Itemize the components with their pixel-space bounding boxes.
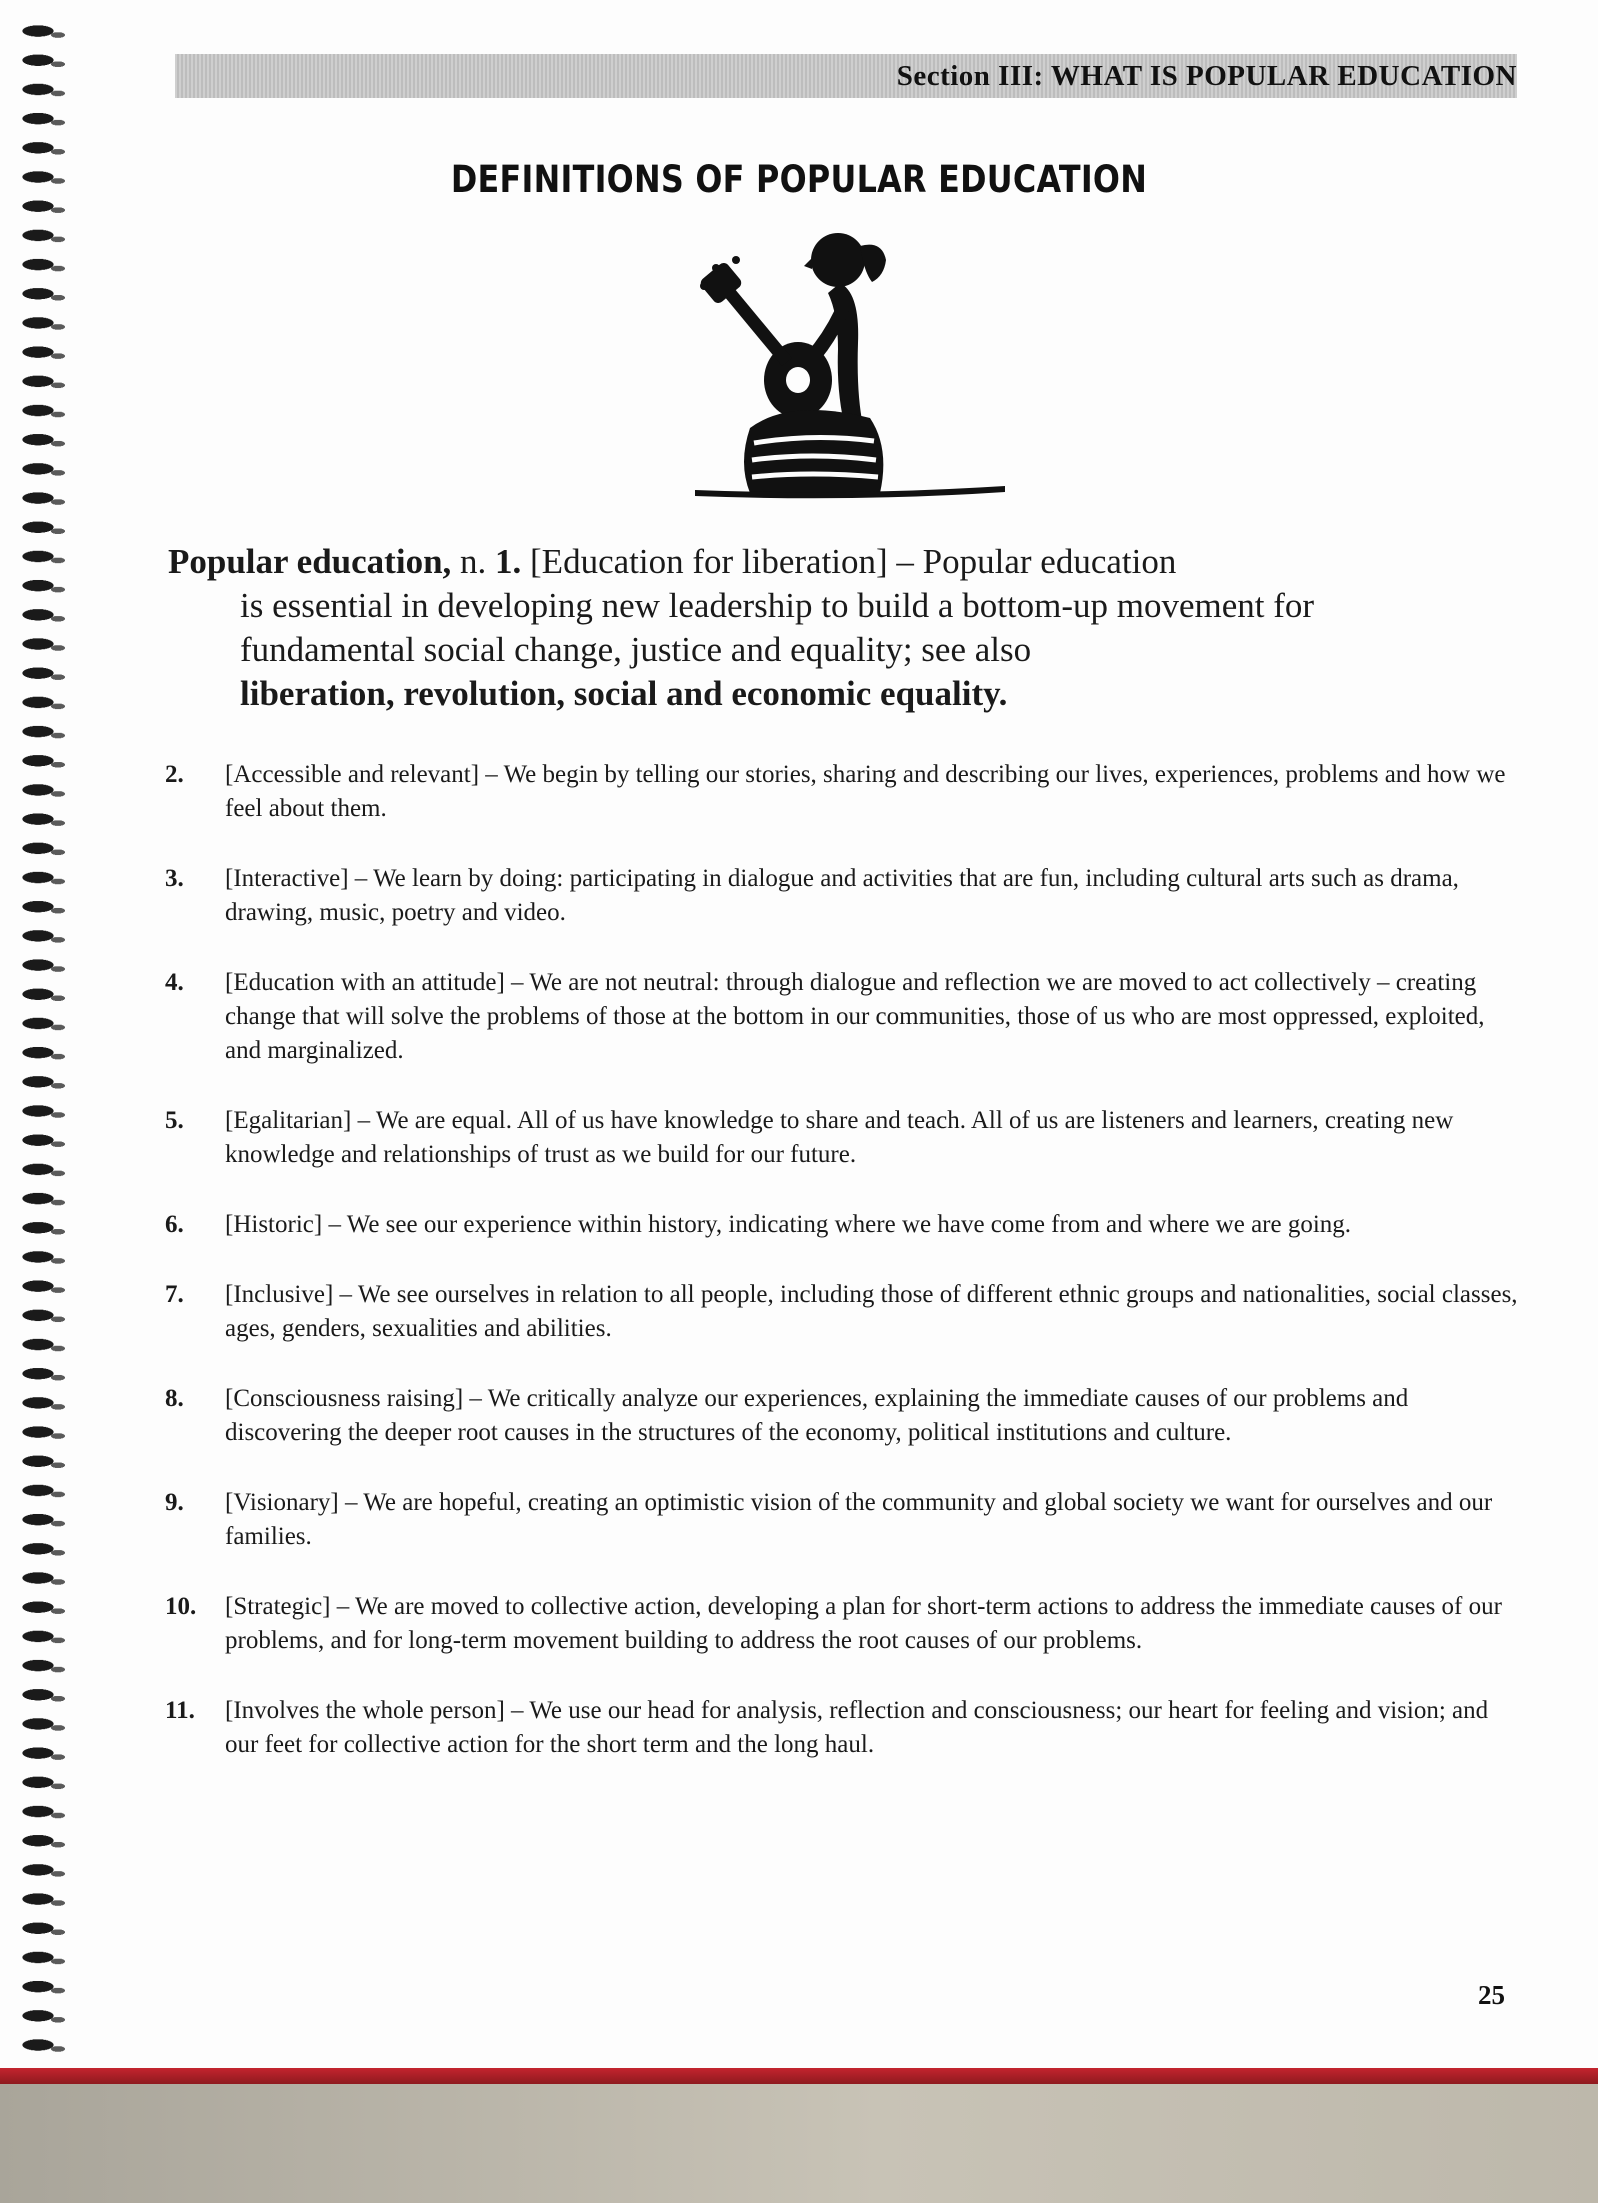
item-text: [Involves the whole person] – We use our head for analysis, reflection and consciousness; our heart for feeling and vision; and our feet for collective action for the short term and the long haul.: [225, 1697, 1489, 1758]
page-edge: [0, 2068, 1598, 2084]
item-number: 8.: [165, 1385, 184, 1412]
guitar-player-icon: [690, 228, 1010, 518]
definition-line-1: [Education for liberation] – Popular education: [530, 542, 1177, 581]
section-header: Section III: WHAT IS POPULAR EDUCATION: [896, 60, 1517, 92]
definition-line-2: is essential in developing new leadership to build a bottom-up movement for: [240, 586, 1315, 625]
item-number: 9.: [165, 1489, 184, 1516]
list-item: [165, 1486, 1525, 1554]
item-text: [Inclusive] – We see ourselves in relation to all people, including those of different ethnic groups and nationalities, social classes, ages, genders, sexualities and abilities.: [225, 1281, 1518, 1342]
list-item: [165, 1208, 1525, 1242]
item-number: 2.: [165, 761, 184, 788]
page-number: 25: [1478, 1980, 1505, 2010]
background-surface: [0, 2084, 1598, 2203]
main-definition: [168, 540, 1468, 716]
item-text: [Visionary] – We are hopeful, creating an optimistic vision of the community and global society we want for ourselves and our families.: [225, 1489, 1493, 1550]
list-item: [165, 758, 1525, 826]
list-item: [165, 1382, 1525, 1450]
definition-see-also: liberation, revolution, social and economic equality.: [240, 674, 1008, 713]
item-number: 6.: [165, 1211, 184, 1238]
definition-pos: n.: [460, 542, 487, 581]
item-number: 5.: [165, 1107, 184, 1134]
item-number: 11.: [165, 1697, 195, 1724]
list-item: [165, 1104, 1525, 1172]
item-text: [Consciousness raising] – We critically analyze our experiences, explaining the immediate causes of our problems and discovering the deeper root causes in the structures of the economy, political institutions and culture.: [225, 1385, 1409, 1446]
page-title: DEFINITIONS OF POPULAR EDUCATION: [450, 158, 1148, 201]
item-text: [Interactive] – We learn by doing: participating in dialogue and activities that are fun, including cultural arts such as drama, drawing, music, poetry and video.: [225, 865, 1459, 926]
list-item: [165, 1590, 1525, 1658]
item-number: 7.: [165, 1281, 184, 1308]
item-text: [Historic] – We see our experience within history, indicating where we have come from and where we are going.: [225, 1211, 1352, 1238]
list-item: [165, 1278, 1525, 1346]
spiral-binding: [0, 18, 82, 2068]
definition-term: Popular education,: [168, 542, 452, 581]
definition-list: [165, 758, 1525, 1798]
item-text: [Egalitarian] – We are equal. All of us have knowledge to share and teach. All of us are listeners and learners, creating new knowledge and relationships of trust as we build for our future.: [225, 1107, 1454, 1168]
definition-line-3: fundamental social change, justice and equality; see also: [240, 630, 1032, 669]
definition-number: 1.: [495, 542, 522, 581]
list-item: [165, 862, 1525, 930]
item-number: 4.: [165, 969, 184, 996]
item-number: 3.: [165, 865, 184, 892]
section-header-band: [175, 54, 1517, 98]
item-number: 10.: [165, 1593, 197, 1620]
list-item: [165, 1694, 1525, 1762]
list-item: [165, 966, 1525, 1068]
item-text: [Education with an attitude] – We are not neutral: through dialogue and reflection we are moved to act collectively – creating change that will solve the problems of those at the bottom in our communities, those of us who are most oppressed, exploited, and marginalized.: [225, 969, 1485, 1064]
item-text: [Strategic] – We are moved to collective action, developing a plan for short-term actions to address the immediate causes of our problems, and for long-term movement building to address the root causes of our problems.: [225, 1593, 1502, 1654]
item-text: [Accessible and relevant] – We begin by telling our stories, sharing and describing our lives, experiences, problems and how we feel about them.: [225, 761, 1506, 822]
